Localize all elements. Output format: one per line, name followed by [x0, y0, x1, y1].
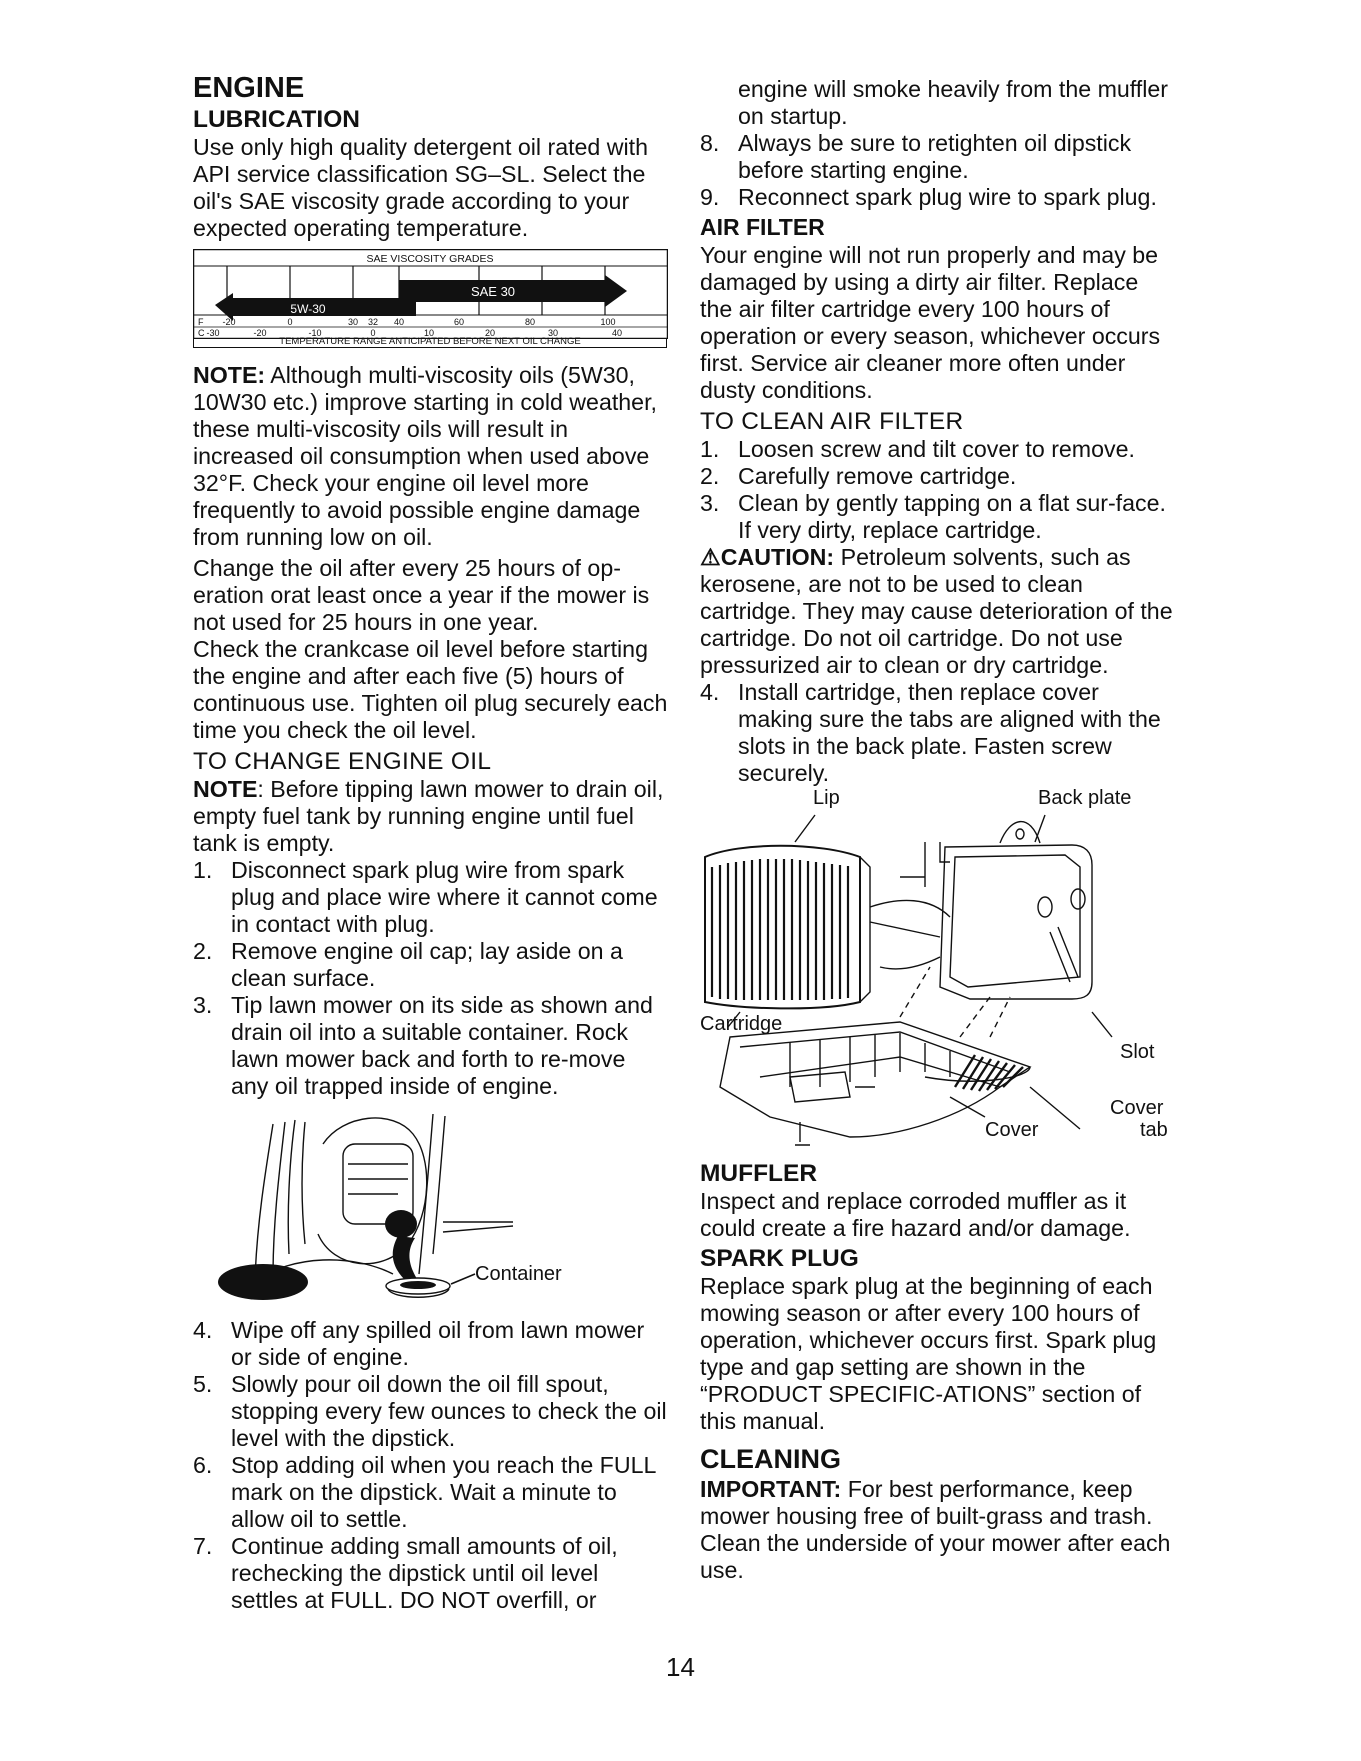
step-number: 1.: [700, 436, 720, 462]
step-text: Wipe off any spilled oil from lawn mower or side of engine.: [231, 1317, 645, 1370]
step-text: Continue adding small amounts of oil, rechecking the dipstick until oil level settles at FULL. DO NOT overfill, or: [231, 1533, 618, 1613]
right-column: [700, 76, 1175, 1584]
para-check-oil: Check the crankcase oil level before starting the engine and after each five (5) hours of continuous use. Tighten oil plug securely each time you check the oil level.: [193, 636, 668, 743]
c-tick: -30: [206, 328, 220, 338]
warning-icon: ⚠: [700, 544, 721, 570]
oil-change-steps-a: [193, 857, 668, 1100]
c-tick: 0: [370, 328, 376, 338]
step-item: [193, 992, 668, 1100]
f-tick: 80: [524, 317, 536, 327]
lubrication-intro: Use only high quality detergent oil rated with API service classification SG–SL. Select the oil's SAE viscosity grade according to your expected operating temperature.: [193, 134, 648, 241]
label-slot: Slot: [1120, 1041, 1155, 1063]
step-item: [700, 679, 1175, 787]
f-tick: 30: [347, 317, 359, 327]
step-number: 9.: [700, 184, 720, 210]
c-tick: -20: [253, 328, 267, 338]
heading-spark-plug: SPARK PLUG: [700, 1245, 859, 1272]
f-tick: 40: [393, 317, 405, 327]
step-number: 6.: [193, 1452, 213, 1478]
step-text: Stop adding oil when you reach the FULL mark on the dipstick. Wait a minute to allow oil to settle.: [231, 1452, 656, 1532]
step-item: [193, 938, 668, 992]
muffler-text: Inspect and replace corroded muffler as it could create a fire hazard and/or damage.: [700, 1188, 1131, 1241]
cartridge-pleats: [712, 859, 848, 1000]
drain-oil-illustration: [193, 1104, 668, 1309]
step-text: Reconnect spark plug wire to spark plug.: [738, 184, 1157, 210]
step-text: Tip lawn mower on its side as shown and drain oil into a suitable container. Rock lawn mower back and forth to re-move any oil trapped inside of engine.: [231, 992, 653, 1099]
step-item: [700, 436, 1175, 463]
caution-paragraph: [700, 544, 1175, 679]
step-item: [700, 184, 1175, 211]
celsius-label: C: [198, 328, 205, 338]
heading-air-filter: AIR FILTER: [700, 214, 825, 240]
c-tick: 30: [547, 328, 559, 338]
note-label: NOTE: [193, 776, 258, 802]
f-tick: 32: [367, 317, 379, 327]
step-item: [193, 1533, 668, 1614]
spark-plug-text: Replace spark plug at the beginning of each mowing season or after every 100 hours of operation, whichever occurs first. Spark plug type and gap setting are shown in the “PRODUCT SPECIFIC-ATIONS” section of this manual.: [700, 1273, 1157, 1434]
oil-change-steps-c: [700, 130, 1175, 211]
step-number: 3.: [193, 992, 213, 1018]
step-item: [700, 490, 1175, 544]
important-text: For best performance, keep mower housing free of built-grass and trash. Clean the underside of your mower after each use.: [700, 1476, 1171, 1583]
step-number: 7.: [193, 1533, 213, 1559]
step-text: Loosen screw and tilt cover to remove.: [738, 436, 1135, 462]
section-title-engine: ENGINE: [193, 72, 305, 104]
c-tick: 20: [484, 328, 496, 338]
para-change-oil-interval: Change the oil after every 25 hours of op-eration orat least once a year if the mower is not used for 25 hours in one year.: [193, 555, 650, 635]
step-item: [193, 1452, 668, 1533]
fahrenheit-label: F: [198, 317, 204, 327]
step-text: Slowly pour oil down the oil fill spout, stopping every few ounces to check the oil level with the dipstick.: [231, 1371, 667, 1451]
step-number: 4.: [193, 1317, 213, 1343]
f-tick: 60: [453, 317, 465, 327]
step-item: [193, 1371, 668, 1452]
heading-clean-air-filter: TO CLEAN AIR FILTER: [700, 408, 964, 435]
chart-title: SAE VISCOSITY GRADES: [366, 253, 494, 265]
step-text: Remove engine oil cap; lay aside on a clean surface.: [231, 938, 623, 991]
air-filter-steps-a: [700, 436, 1175, 544]
step-text: Disconnect spark plug wire from spark plug and place wire where it cannot come in contact with plug.: [231, 857, 658, 937]
step-number: 2.: [193, 938, 213, 964]
f-tick: 0: [287, 317, 293, 327]
step-item: [700, 463, 1175, 490]
note-fuel-tank: [193, 776, 668, 857]
w530-label: 5W-30: [290, 302, 326, 316]
f-tick: 100: [600, 317, 616, 327]
left-column: [193, 72, 668, 1614]
heading-lubrication: LUBRICATION: [193, 106, 360, 133]
sae30-label: SAE 30: [470, 284, 516, 299]
heading-change-engine-oil: TO CHANGE ENGINE OIL: [193, 748, 492, 775]
step-text: Carefully remove cartridge.: [738, 463, 1017, 489]
page-number: 14: [666, 1652, 695, 1682]
step-item: [193, 1317, 668, 1371]
step-text: Install cartridge, then replace cover making sure the tabs are aligned with the slots in the back plate. Fasten screw securely.: [738, 679, 1161, 786]
c-tick: -10: [308, 328, 322, 338]
step-number: 8.: [700, 130, 720, 156]
note-text: : Before tipping lawn mower to drain oil, empty fuel tank by running engine until fuel tank is empty.: [193, 776, 664, 856]
note-label: NOTE:: [193, 362, 266, 388]
step-number: 4.: [700, 679, 720, 705]
air-filter-text: Your engine will not run properly and may be damaged by using a dirty air filter. Replace the air filter cartridge every 100 hours of operation or every season, whichever occurs first. Service air cleaner more often under dusty conditions.: [700, 242, 1161, 403]
container-label: Container: [475, 1263, 562, 1285]
label-lip: Lip: [813, 787, 840, 809]
c-tick: 10: [423, 328, 435, 338]
note-multiviscosity: [193, 362, 668, 551]
step-number: 5.: [193, 1371, 213, 1397]
label-cover-tab-line1: Cover: [1110, 1097, 1164, 1119]
step-item: [193, 857, 668, 938]
f-tick: -20: [222, 317, 236, 327]
air-filter-illustration: [700, 787, 1175, 1187]
label-back-plate: Back plate: [1038, 787, 1132, 809]
cleaning-text: [700, 1476, 1175, 1584]
step-text: Clean by gently tapping on a flat sur-face. If very dirty, replace cartridge.: [738, 490, 1166, 543]
important-label: IMPORTANT:: [700, 1476, 842, 1502]
oil-change-steps-b: [193, 1317, 668, 1614]
sae-viscosity-chart: [193, 249, 668, 339]
label-cover: Cover: [985, 1119, 1039, 1141]
step-number: 2.: [700, 463, 720, 489]
step-number: 3.: [700, 490, 720, 516]
heading-muffler: MUFFLER: [700, 1160, 818, 1187]
chart-footer: TEMPERATURE RANGE ANTICIPATED BEFORE NEXT OIL CHANGE: [193, 336, 667, 348]
air-filter-steps-b: [700, 679, 1175, 787]
label-cartridge: Cartridge: [700, 1013, 783, 1035]
step-text: Always be sure to retighten oil dipstick before starting engine.: [738, 130, 1132, 183]
air-filter-figure: [700, 787, 1175, 1187]
note-text: Although multi-viscosity oils (5W30, 10W30 etc.) improve starting in cold weather, these multi-viscosity oils will result in increased oil consumption when used above 32°F. Check your engine oil level more frequently to avoid possible engine damage from running low on oil.: [193, 362, 657, 550]
continuation-text: engine will smoke heavily from the muffler on startup.: [738, 76, 1169, 129]
step-item: [700, 130, 1175, 184]
step-number: 1.: [193, 857, 213, 883]
label-cover-tab-line2: tab: [1140, 1119, 1168, 1141]
heading-cleaning: CLEANING: [700, 1444, 841, 1474]
caution-text: Petroleum solvents, such as kerosene, are not to be used to clean cartridge. They may cause deterioration of the cartridge. Do not oil cartridge. Do not use pressurized air to clean or dry cartridge.: [700, 544, 1173, 678]
caution-label: CAUTION:: [720, 544, 835, 570]
c-tick: 40: [611, 328, 623, 338]
